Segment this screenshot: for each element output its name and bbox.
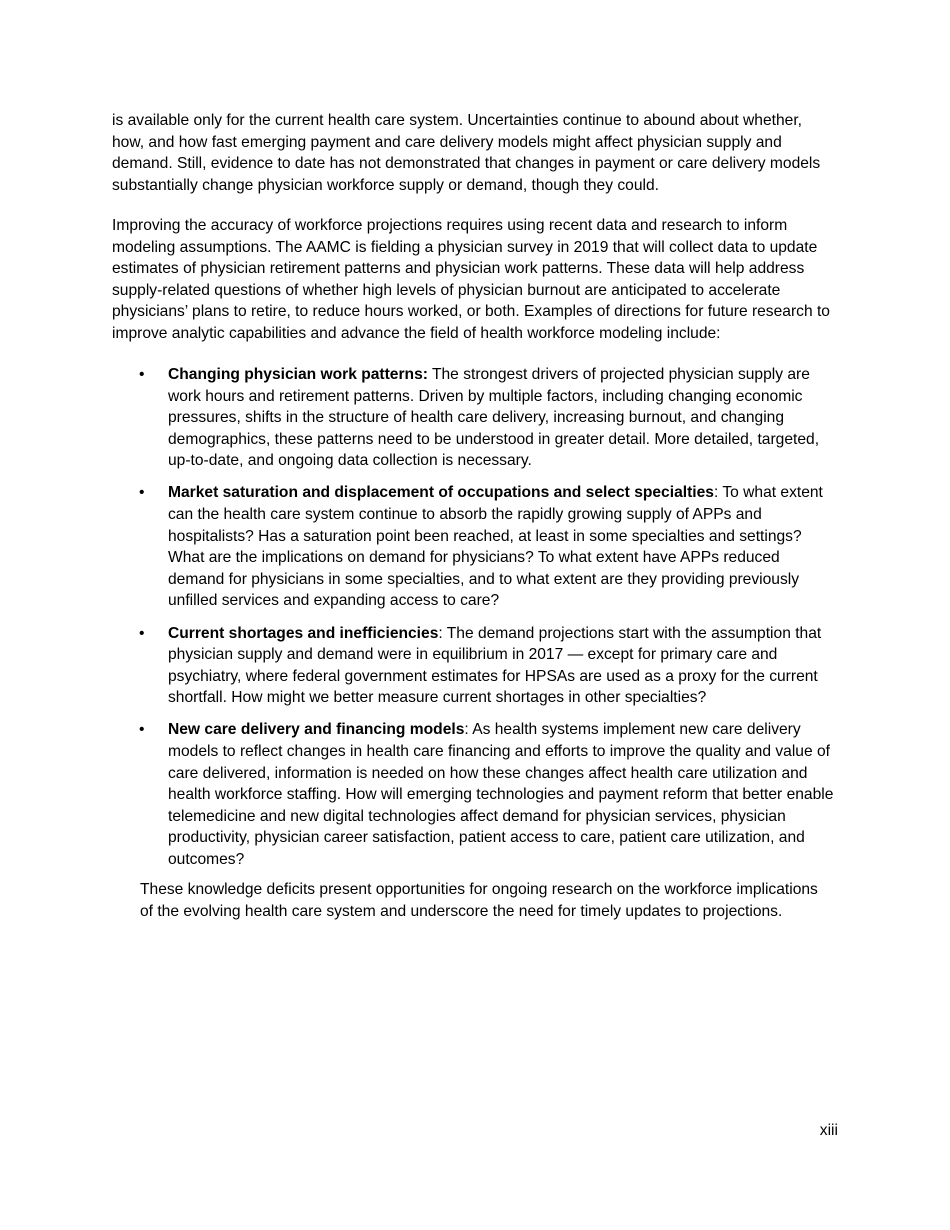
- list-item: [112, 719, 838, 870]
- list-item: [112, 364, 838, 472]
- bullet-text: : The demand projections start with the assumption that physician supply and demand were in equilibrium in 2017 — except for primary care and psychiatry, where federal government estimates for HPSAs are used as a proxy for the current shortfall. How might we better measure current shortages in other specialties?: [168, 624, 822, 707]
- bullet-text: The strongest drivers of projected physician supply are work hours and retirement patterns. Driven by multiple factors, including changing economic pressures, shifts in the structure of health care delivery, increasing burnout, and changing demographics, these patterns need to be understood in greater detail. More detailed, targeted, up-to-date, and ongoing data collection is necessary.: [168, 366, 820, 470]
- page-number: xiii: [819, 1122, 838, 1139]
- bullet-title: Current shortages and inefficiencies: [168, 624, 439, 642]
- bullet-text: : To what extent can the health care system continue to absorb the rapidly growing supply of APPs and hospitalists? Has a saturation point been reached, at least in some specialties and settings? What are the implications on demand for physicians? To what extent have APPs reduced demand for physicians in some specialties, and to what extent are they providing previously unfilled services and expanding access to care?: [168, 484, 823, 610]
- bullet-icon: •: [139, 366, 145, 383]
- bullet-icon: •: [139, 624, 145, 642]
- bullet-icon: •: [139, 721, 145, 739]
- bullet-title: New care delivery and financing models: [168, 721, 465, 739]
- bullet-title: Market saturation and displacement of occupations and select specialties: [168, 484, 714, 502]
- paragraph-closing: These knowledge deficits present opportunities for ongoing research on the workforce implications of the evolving health care system and underscore the need for timely updates to projections.: [140, 881, 818, 920]
- bullet-text: : As health systems implement new care delivery models to reflect changes in health care financing and efforts to improve the quality and value of care delivered, information is needed on how these changes affect health care utilization and health workforce staffing. How will emerging technologies and payment reform that better enable telemedicine and new digital technologies affect demand for physician services, physician productivity, physician career satisfaction, patient access to care, patient care utilization, and outcomes?: [168, 721, 834, 868]
- paragraph-uncertainties: is available only for the current health care system. Uncertainties continue to abound about whether, how, and how fast emerging payment and care delivery models might affect physician supply and demand. Still, evidence to date has not demonstrated that changes in payment or care delivery models substantially change physician workforce supply or demand, though they could.: [112, 112, 821, 194]
- bullet-title: Changing physician work patterns:: [168, 366, 428, 383]
- research-directions-list: [112, 364, 838, 881]
- bullet-icon: •: [139, 484, 145, 502]
- paragraph-improving-accuracy: Improving the accuracy of workforce projections requires using recent data and research to inform modeling assumptions. The AAMC is fielding a physician survey in 2019 that will collect data to update estimates of physician retirement patterns and physician work patterns. These data will help address supply-related questions of whether high levels of physician burnout are anticipated to accelerate physicians’ plans to retire, to reduce hours worked, or both. Examples of directions for future research to improve analytic capabilities and advance the field of health workforce modeling include:: [112, 217, 830, 342]
- list-item: [112, 623, 838, 709]
- list-item: [112, 482, 838, 612]
